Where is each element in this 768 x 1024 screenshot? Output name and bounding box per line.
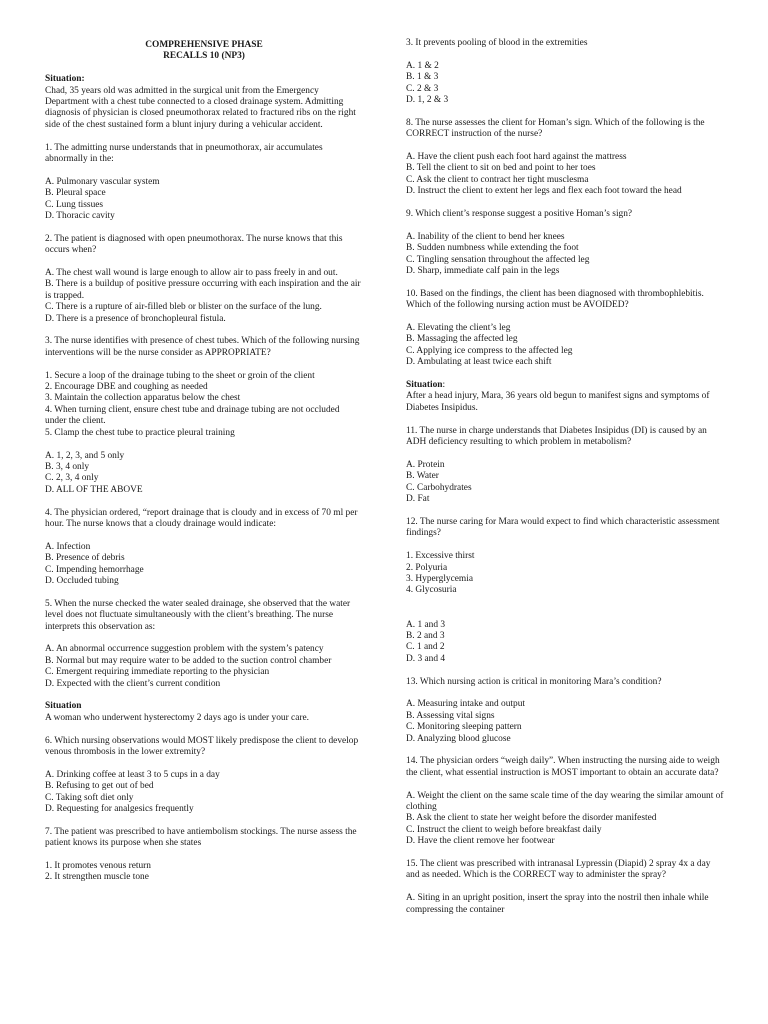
option-item: B. Sudden numbness while extending the foot (406, 243, 579, 254)
question-block (406, 517, 724, 540)
question-text: 4. The physician ordered, “report drainage that is cloudy and in excess of 70 ml per hour. The nurse knows that a cloudy drainage would indicate: (45, 507, 358, 529)
options-list (45, 451, 363, 497)
left-content (45, 74, 363, 884)
options-list (406, 551, 724, 597)
options-list (406, 699, 724, 745)
option-item: A. Weight the client on the same scale time of the day wearing the similar amount of clothing (406, 790, 724, 812)
question-text: 12. The nurse caring for Mara would expect to find which characteristic assessment findings? (406, 516, 720, 539)
option-item: 1. Secure a loop of the drainage tubing to the sheet or groin of the client (45, 370, 315, 381)
question-text: 13. Which nursing action is critical in monitoring Mara’s condition? (406, 676, 662, 687)
option-item: A. 1 and 3 (406, 619, 446, 630)
option-item: A. An abnormal occurrence suggestion problem with the system’s patency (45, 644, 324, 655)
option-item: C. Lung tissues (45, 199, 104, 210)
options-list (406, 61, 724, 107)
question-block (406, 859, 724, 882)
option-item: B. 2 and 3 (406, 630, 445, 641)
document-title (45, 40, 363, 63)
question-block (406, 118, 724, 141)
option-item: A. Have the client push each foot hard against the mattress (406, 152, 627, 163)
option-item: 1. Excessive thirst (406, 551, 475, 562)
option-item: A. Drinking coffee at least 3 to 5 cups in a day (45, 769, 220, 780)
option-item: C. Carbohydrates (406, 482, 472, 493)
question-text: 6. Which nursing observations would MOST likely predispose the client to develop venous thrombosis in the lower extremity? (45, 735, 359, 757)
option-item: C. 2 & 3 (406, 83, 439, 94)
option-item: A. Siting in an upright position, insert the spray into the nostril then inhale while compressing the container (406, 893, 709, 915)
question-block (45, 336, 363, 359)
question-text: 10. Based on the findings, the client has been diagnosed with thrombophlebitis. Which of the following nursing action must be AVOIDED? (406, 288, 704, 311)
situation-line (406, 380, 724, 391)
situation-text: A woman who underwent hysterectomy 2 days ago is under your care. (45, 712, 309, 723)
options-list (406, 38, 724, 49)
options-list (45, 371, 363, 439)
option-item: A. Inability of the client to bend her knees (406, 231, 565, 242)
option-item: A. 1 & 2 (406, 60, 439, 71)
question-text: 3. The nurse identifies with presence of chest tubes. Which of the following nursing interventions will be the nurse consider as APPROPRIATE? (45, 336, 360, 358)
situation-block (406, 380, 724, 414)
question-block (406, 756, 724, 779)
option-item: D. Occluded tubing (45, 575, 119, 586)
option-item: D. Sharp, immediate calf pain in the legs (406, 266, 560, 277)
option-item: A. Measuring intake and output (406, 699, 525, 710)
situation-block (45, 701, 363, 724)
option-item: B. Presence of debris (45, 553, 125, 564)
option-item: D. There is a presence of bronchopleural fistula. (45, 313, 226, 324)
question-block (45, 599, 363, 633)
options-list (45, 177, 363, 223)
options-list (406, 620, 724, 666)
option-item: C. Monitoring sleeping pattern (406, 722, 522, 733)
option-item: A. The chest wall wound is large enough to allow air to pass freely in and out. (45, 268, 338, 279)
question-text: 5. When the nurse checked the water sealed drainage, she observed that the water level does not fluctuate simultaneously with the client’s breathing. The nurse interprets this observation as: (45, 598, 351, 632)
question-block (45, 508, 363, 531)
option-item: C. 1 and 2 (406, 642, 445, 653)
option-item: B. Water (406, 471, 439, 482)
options-list (406, 791, 724, 848)
option-item: D. 3 and 4 (406, 653, 446, 664)
option-item: D. Fat (406, 494, 430, 505)
question-block (45, 234, 363, 257)
option-item: D. Analyzing blood glucose (406, 733, 511, 744)
title-line-2: RECALLS 10 (NP3) (163, 51, 245, 62)
question-block (45, 736, 363, 759)
question-text: 1. The admitting nurse understands that in pneumothorax, air accumulates abnormally in the: (45, 142, 323, 165)
option-item: 1. It promotes venous return (45, 860, 151, 871)
situation-line (45, 74, 363, 85)
situation-line (45, 701, 363, 712)
option-item: D. Have the client remove her footwear (406, 836, 555, 847)
option-item: B. Tell the client to sit on bed and point to her toes (406, 163, 596, 174)
option-item: 3. Hyperglycemia (406, 573, 473, 584)
options-list (406, 893, 724, 916)
option-item: B. 1 & 3 (406, 72, 439, 83)
option-item: A. Elevating the client’s leg (406, 323, 511, 334)
option-item: C. Applying ice compress to the affected leg (406, 345, 573, 356)
option-item: B. Assessing vital signs (406, 710, 495, 721)
question-block (45, 143, 363, 166)
question-text: 11. The nurse in charge understands that Diabetes Insipidus (DI) is caused by an ADH deficiency resulting to which problem in metabolism? (406, 425, 707, 448)
option-item: B. 3, 4 only (45, 461, 90, 472)
right-content (406, 38, 724, 916)
option-item: 3. It prevents pooling of blood in the extremities (406, 38, 588, 48)
option-item: 2. It strengthen muscle tone (45, 872, 149, 883)
question-block (406, 426, 724, 449)
situation-block (45, 74, 363, 131)
situation-label: Situation: (45, 74, 85, 85)
options-list (406, 323, 724, 369)
question-text: 7. The patient was prescribed to have antiembolism stockings. The nurse assess the patient knows its purpose when she states (45, 826, 357, 849)
option-item: C. Taking soft diet only (45, 792, 134, 803)
question-text: 2. The patient is diagnosed with open pneumothorax. The nurse knows that this occurs when? (45, 233, 343, 256)
option-item: A. Pulmonary vascular system (45, 176, 160, 187)
option-item: D. Thoracic cavity (45, 211, 115, 222)
options-list (406, 232, 724, 278)
option-item: B. Refusing to get out of bed (45, 781, 154, 792)
question-text: 14. The physician orders “weigh daily”. When instructing the nursing aide to weigh the client, what essential instruction is MOST important to obtain an accurate data? (406, 756, 720, 778)
left-column (45, 38, 363, 895)
option-item: 2. Encourage DBE and coughing as needed (45, 382, 208, 393)
options-list (45, 861, 363, 884)
option-item: D. Ambulating at least twice each shift (406, 357, 552, 368)
situation-text: Chad, 35 years old was admitted in the surgical unit from the Emergency Department with a chest tube connected to a closed drainage system. Admitting diagnosis of physician is closed pneumothorax related to fractured ribs on the right side of the chest sustained form a blunt injury during a vehicular accident. (45, 85, 356, 130)
option-item: C. Instruct the client to weigh before breakfast daily (406, 824, 602, 835)
option-item: D. Requesting for analgesics frequently (45, 803, 194, 814)
question-text: 8. The nurse assesses the client for Homan’s sign. Which of the following is the CORRECT instruction of the nurse? (406, 117, 705, 140)
option-item: B. Normal but may require water to be added to the suction control chamber (45, 655, 332, 666)
options-list (45, 644, 363, 690)
option-item: 4. When turning client, ensure chest tube and drainage tubing are not occluded under the client. (45, 404, 340, 427)
options-list (45, 770, 363, 816)
right-column (406, 38, 724, 927)
option-item: C. 2, 3, 4 only (45, 473, 99, 484)
option-item: 5. Clamp the chest tube to practice pleural training (45, 427, 235, 438)
options-list (45, 268, 363, 325)
situation-label: Situation (406, 380, 443, 391)
question-text: 15. The client was prescribed with intranasal Lypressin (Diapid) 2 spray 4x a day and as needed. Which is the CORRECT way to administer the spray? (406, 858, 711, 881)
situation-label: Situation (45, 701, 82, 712)
question-text: 9. Which client’s response suggest a positive Homan’s sign? (406, 209, 633, 220)
options-list (406, 460, 724, 506)
option-item: B. Ask the client to state her weight before the disorder manifested (406, 813, 657, 824)
option-item: B. Pleural space (45, 188, 106, 199)
option-item: D. Expected with the client’s current condition (45, 678, 221, 689)
option-item: C. Ask the client to contract her tight musclesma (406, 174, 589, 185)
options-list (45, 542, 363, 588)
option-item: D. Instruct the client to extent her legs and flex each foot toward the head (406, 186, 682, 197)
option-item: B. Massaging the affected leg (406, 334, 518, 345)
situation-label-suffix: : (442, 380, 446, 391)
question-block (406, 209, 724, 220)
option-item: A. 1, 2, 3, and 5 only (45, 450, 125, 461)
option-item: C. There is a rupture of air-filled bleb or blister on the surface of the lung. (45, 302, 322, 313)
options-list (406, 152, 724, 198)
option-item: C. Emergent requiring immediate reporting to the physician (45, 667, 270, 678)
option-item: B. There is a buildup of positive pressure occurring with each inspiration and the air is trapped. (45, 279, 361, 301)
option-item: D. 1, 2 & 3 (406, 95, 449, 106)
option-item: 4. Glycosuria (406, 585, 457, 596)
situation-text: After a head injury, Mara, 36 years old begun to manifest signs and symptoms of Diabetes Insipidus. (406, 391, 710, 413)
option-item: D. ALL OF THE ABOVE (45, 484, 143, 495)
question-block (406, 677, 724, 688)
option-item: A. Infection (45, 541, 91, 552)
question-block (45, 827, 363, 850)
option-item: C. Tingling sensation throughout the affected leg (406, 254, 590, 265)
option-item: C. Impending hemorrhage (45, 564, 144, 575)
question-block (406, 289, 724, 312)
option-item: A. Protein (406, 459, 445, 470)
option-item: 3. Maintain the collection apparatus below the chest (45, 393, 241, 404)
title-line-1: COMPREHENSIVE PHASE (145, 40, 263, 50)
option-item: 2. Polyuria (406, 562, 448, 573)
